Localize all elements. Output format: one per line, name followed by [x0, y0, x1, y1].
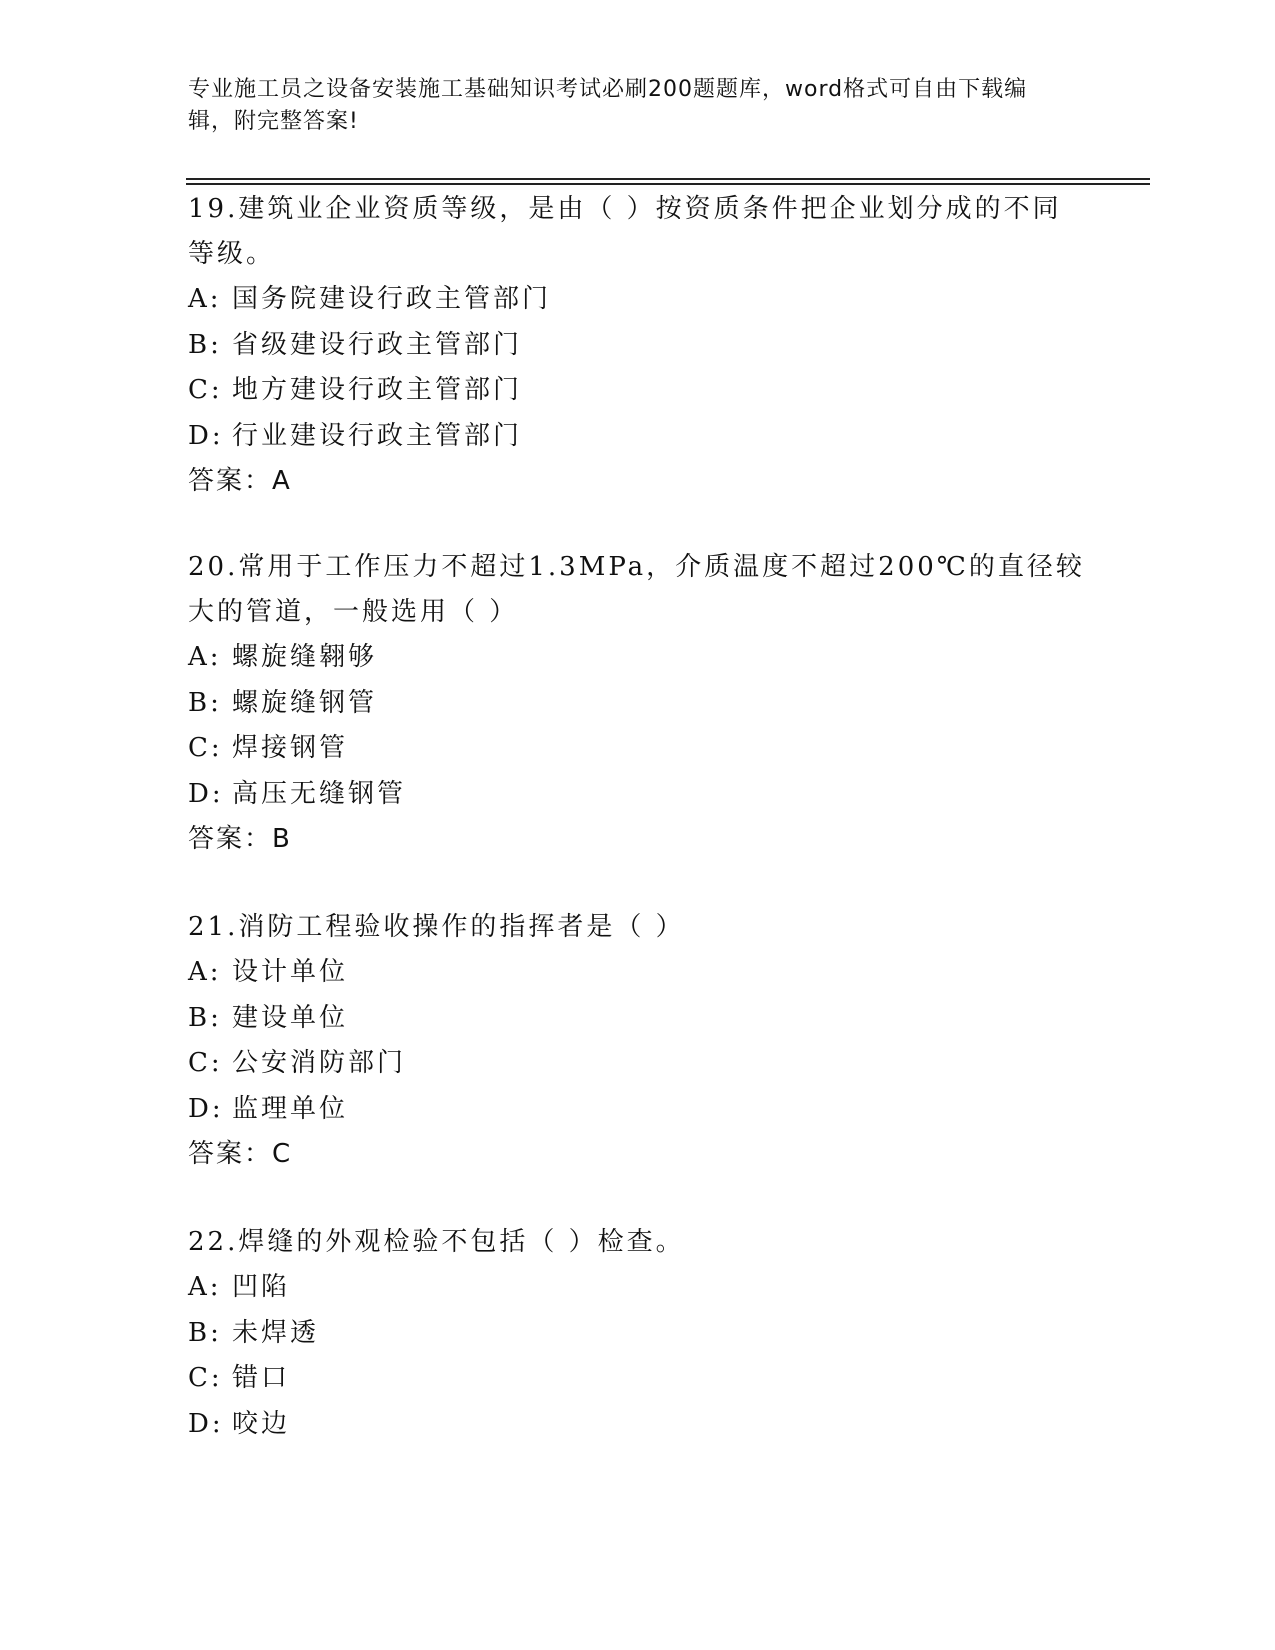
- option-text: 未焊透: [232, 1317, 320, 1348]
- option-text: 省级建设行政主管部门: [232, 329, 523, 360]
- option-text: 凹陷: [232, 1272, 291, 1302]
- option-d: [188, 1087, 1088, 1133]
- option-letter: A:: [188, 284, 222, 314]
- option-d: [188, 414, 1088, 460]
- option-letter: B:: [188, 1317, 222, 1348]
- question-stem: 20.常用于工作压力不超过1.3MPa，介质温度不超过200℃的直径较大的管道，一般选用（ ）: [188, 552, 1085, 627]
- option-text: 行业建设行政主管部门: [232, 420, 523, 451]
- option-letter: D:: [188, 778, 224, 809]
- option-text: 螺旋缝钢管: [232, 687, 378, 718]
- option-d: [188, 1402, 1088, 1448]
- option-letter: A:: [188, 957, 222, 987]
- option-letter: B:: [188, 1002, 222, 1033]
- option-c: [188, 1041, 1088, 1087]
- option-c: [188, 368, 1088, 414]
- option-a: [188, 635, 1088, 681]
- option-letter: A:: [188, 642, 222, 672]
- answer-label: 答案：C: [188, 1139, 293, 1169]
- option-letter: D:: [188, 1408, 224, 1439]
- option-c: [188, 1356, 1088, 1402]
- option-a: [188, 1265, 1088, 1311]
- option-c: [188, 726, 1088, 772]
- option-b: [188, 323, 1088, 369]
- question-stem: 19.建筑业企业资质等级，是由（ ）按资质条件把企业划分成的不同等级。: [188, 194, 1062, 269]
- option-letter: C:: [188, 375, 223, 405]
- document-header-title: 专业施工员之设备安装施工基础知识考试必刷200题题库，word格式可自由下载编辑，附完整答案!: [188, 77, 1028, 134]
- option-letter: C:: [188, 733, 223, 763]
- option-letter: D:: [188, 420, 224, 451]
- answer-label: 答案：A: [188, 466, 292, 496]
- option-text: 螺旋缝翱够: [232, 642, 378, 672]
- option-a: [188, 277, 1088, 323]
- option-a: [188, 950, 1088, 996]
- option-text: 公安消防部门: [232, 1048, 407, 1078]
- option-text: 地方建设行政主管部门: [232, 375, 523, 405]
- header-divider-top: [186, 178, 1150, 180]
- option-b: [188, 996, 1088, 1042]
- option-text: 咬边: [232, 1408, 291, 1439]
- option-text: 建设单位: [232, 1002, 349, 1033]
- question-stem: 22.焊缝的外观检验不包括（ ）检查。: [188, 1227, 685, 1257]
- question-20: [188, 545, 1088, 862]
- option-letter: C:: [188, 1048, 223, 1078]
- answer-label: 答案：B: [188, 824, 292, 854]
- option-text: 监理单位: [232, 1093, 349, 1124]
- option-text: 错口: [232, 1363, 291, 1393]
- option-b: [188, 681, 1088, 727]
- option-letter: A:: [188, 1272, 222, 1302]
- option-letter: D:: [188, 1093, 224, 1124]
- option-b: [188, 1311, 1088, 1357]
- option-d: [188, 772, 1088, 818]
- option-letter: C:: [188, 1363, 223, 1393]
- header-divider-bottom: [186, 183, 1150, 185]
- question-22: [188, 1220, 1088, 1447]
- option-text: 高压无缝钢管: [232, 778, 407, 809]
- question-19: [188, 187, 1088, 504]
- option-text: 焊接钢管: [232, 733, 349, 763]
- option-letter: B:: [188, 329, 222, 360]
- option-letter: B:: [188, 687, 222, 718]
- question-21: [188, 905, 1088, 1177]
- question-stem: 21.消防工程验收操作的指挥者是（ ）: [188, 912, 685, 942]
- option-text: 设计单位: [232, 957, 349, 987]
- option-text: 国务院建设行政主管部门: [232, 284, 552, 314]
